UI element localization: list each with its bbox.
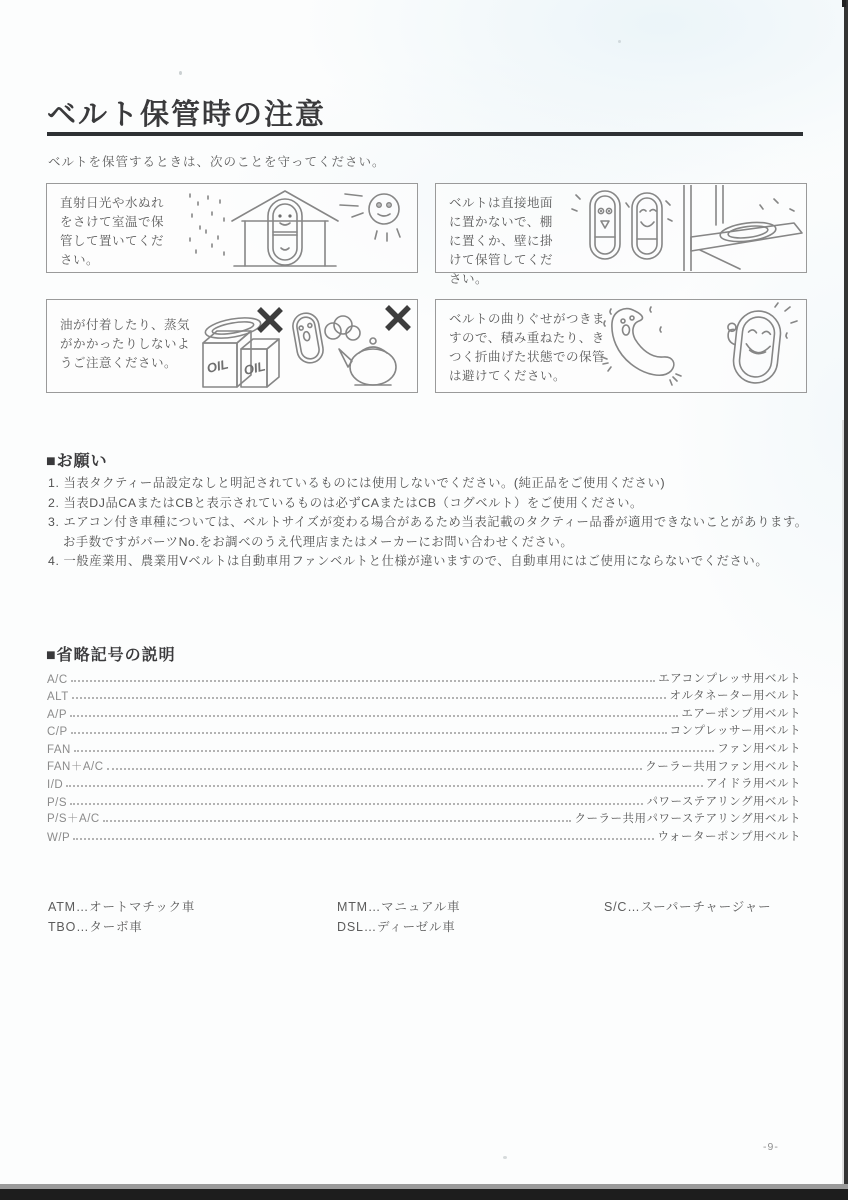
oil-can-label: OIL xyxy=(242,358,267,378)
onegai-item: 3. エアコン付き車種については、ベルトサイズが変わる場合があるため当表記載のタクティー品番が適用できないことがあります。 xyxy=(48,515,808,529)
intro-text: ベルトを保管するときは、次のことを守ってください。 xyxy=(48,155,386,169)
abbr-meaning: クーラー共用パワーステアリング用ベルト xyxy=(574,813,801,826)
sun-icon xyxy=(340,194,400,241)
abbr-row xyxy=(47,721,801,739)
abbr-meaning: クーラー共用ファン用ベルト xyxy=(645,760,801,773)
scan-speck xyxy=(842,0,846,7)
dotted-leader xyxy=(71,679,655,682)
shelf-with-belt-icon xyxy=(684,185,802,271)
abbr-term: P/S xyxy=(47,796,68,809)
abbr-term: A/P xyxy=(47,708,68,721)
dotted-leader xyxy=(107,767,643,770)
onegai-item: 4. 一般産業用、農業用Vベルトは自動車用ファンベルトと仕様が違いますので、自動車用にはご使用にならないでください。 xyxy=(48,554,769,568)
abbr-term: FAN xyxy=(47,743,71,756)
abbr-row xyxy=(47,738,801,756)
onegai-item-continuation: お手数ですがパーツNo.をお調べのうえ代理店またはメーカーにお問い合わせください。 xyxy=(63,534,574,549)
page-number: -9- xyxy=(763,1141,779,1153)
rain-icon xyxy=(190,194,224,255)
abbr-term: FAN＋A/C xyxy=(47,760,104,773)
onegai-item: 1. 当表タクティー品設定なしと明記されているものには使用しないでください。(純正品をご使用ください) xyxy=(48,476,666,490)
rain-house-sun-illustration xyxy=(182,185,415,271)
dotted-leader xyxy=(74,749,714,752)
legend-item: DSL…ディーゼル車 xyxy=(337,920,456,934)
abbr-term: A/C xyxy=(47,673,68,686)
straight-happy-belt-icon xyxy=(722,303,797,385)
storage-tip-box xyxy=(46,183,418,273)
kettle-icon xyxy=(339,338,396,385)
storage-tip-box xyxy=(435,299,807,393)
dotted-leader xyxy=(70,714,678,717)
abbr-meaning: エアコンプレッサ用ベルト xyxy=(658,672,801,685)
storage-tip-text: ベルトの曲りぐせがつきますので、積み重ねたり、きつく折曲げた状態での保管は避けてください。 xyxy=(449,312,606,383)
abbr-meaning: ファン用ベルト xyxy=(717,742,801,755)
onegai-heading: ■お願い xyxy=(46,453,108,470)
hanging-belt-icon xyxy=(626,193,672,259)
abbr-term: I/D xyxy=(47,779,64,792)
dotted-leader xyxy=(66,784,703,787)
abbr-row xyxy=(47,774,801,792)
x-mark-icon xyxy=(259,309,281,331)
abbr-term: W/P xyxy=(47,831,71,844)
abbr-term: C/P xyxy=(47,726,68,739)
dotted-leader xyxy=(72,696,667,699)
storage-tip-box xyxy=(46,299,418,393)
legend-item: S/C…スーパーチャージャー xyxy=(604,900,772,914)
abbr-row xyxy=(47,809,801,827)
abbr-row xyxy=(47,791,801,809)
legend-item: MTM…マニュアル車 xyxy=(337,900,461,914)
abbr-meaning: エアーポンプ用ベルト xyxy=(681,707,801,720)
abbr-row xyxy=(47,826,801,844)
legend-column xyxy=(48,897,195,937)
storage-tip-box xyxy=(435,183,807,286)
bent-vs-straight-belt-illustration xyxy=(599,301,804,391)
abbr-row xyxy=(47,668,801,686)
belts-wall-shelf-illustration xyxy=(564,185,804,271)
dotted-leader xyxy=(71,731,667,734)
abbr-list xyxy=(47,668,801,844)
oil-kettle-crossed-illustration xyxy=(195,301,415,391)
page-title: ベルト保管時の注意 xyxy=(47,99,327,131)
abbr-meaning: ウォーターポンプ用ベルト xyxy=(657,830,801,843)
legend-item: TBO…ターボ車 xyxy=(48,920,143,934)
scan-speck xyxy=(179,71,182,75)
abbr-row xyxy=(47,703,801,721)
title-underline xyxy=(47,132,803,136)
abbr-row xyxy=(47,756,801,774)
abbr-meaning: オルタネーター用ベルト xyxy=(669,690,801,703)
bent-sad-belt-icon xyxy=(602,307,681,385)
abbr-term: ALT xyxy=(47,691,69,704)
legend-column xyxy=(604,897,771,917)
abbr-meaning: コンプレッサー用ベルト xyxy=(669,725,801,738)
abbr-row xyxy=(47,686,801,704)
scan-edge xyxy=(0,1189,848,1200)
onegai-item: 2. 当表DJ品CAまたはCBと表示されているものは必ずCAまたはCB（コグベルト）をご使用ください。 xyxy=(48,495,643,510)
abbr-heading: ■省略記号の説明 xyxy=(46,647,176,664)
legend-column xyxy=(337,897,460,937)
scan-speck xyxy=(618,40,621,43)
legend-item: ATM…オートマチック車 xyxy=(48,900,196,914)
dotted-leader xyxy=(70,802,643,805)
storage-tip-text: 直射日光や水ぬれをさけて室温で保管して置いてください。 xyxy=(60,196,165,267)
house-with-belt-icon xyxy=(232,191,338,266)
steamed-belt-icon xyxy=(291,311,360,365)
abbr-meaning: アイドラ用ベルト xyxy=(706,778,801,791)
onegai-list xyxy=(48,474,808,572)
abbr-meaning: パワーステアリング用ベルト xyxy=(646,795,801,808)
scan-edge xyxy=(844,0,848,1200)
oil-can-label: OIL xyxy=(205,356,230,376)
abbr-term: P/S＋A/C xyxy=(47,813,100,826)
storage-tip-text: ベルトは直接地面に置かないで、棚に置くか、壁に掛けて保管してください。 xyxy=(449,196,554,286)
x-mark-icon xyxy=(387,307,409,329)
dotted-leader xyxy=(103,819,572,822)
hanging-belt-icon xyxy=(572,191,620,259)
scan-speck xyxy=(503,1156,507,1159)
dotted-leader xyxy=(73,837,654,840)
storage-tip-text: 油が付着したり、蒸気がかかったりしないようご注意ください。 xyxy=(60,318,191,370)
